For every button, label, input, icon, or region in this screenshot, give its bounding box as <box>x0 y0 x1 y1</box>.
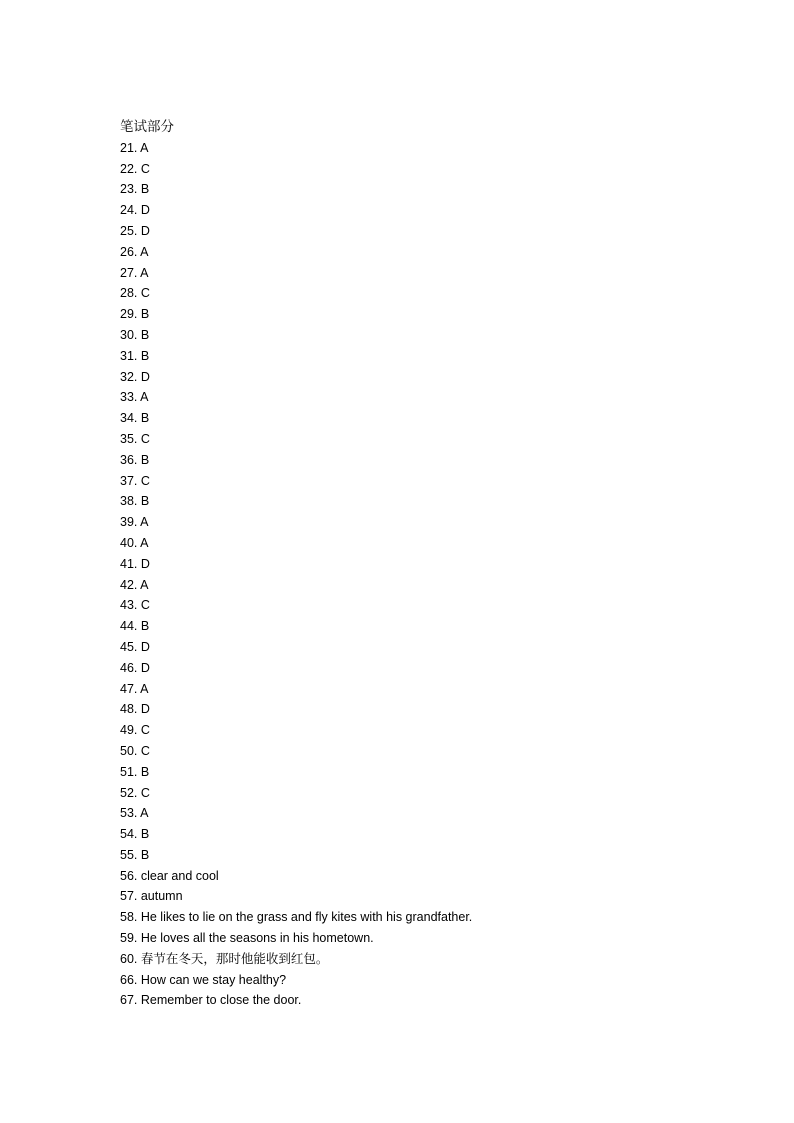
answer-item: 42. A <box>120 577 149 592</box>
answer-item: 24. D <box>120 203 150 218</box>
answer-item: 49. C <box>120 723 150 738</box>
answer-item: 32. D <box>120 369 150 384</box>
answer-list <box>120 138 472 1011</box>
answer-item: 27. A <box>120 265 149 280</box>
answer-item: 34. B <box>120 411 150 426</box>
answer-item: 47. A <box>120 681 149 696</box>
answer-item: 22. C <box>120 161 150 176</box>
answer-item: 35. C <box>120 431 150 446</box>
answer-item: 23. B <box>120 182 150 197</box>
answer-item: 57. autumn <box>120 889 183 904</box>
answer-item: 60. 春节在冬天，那时他能收到红包。 <box>120 951 329 966</box>
answer-item: 41. D <box>120 556 150 571</box>
answer-item: 31. B <box>120 348 150 363</box>
answer-item: 59. He loves all the seasons in his hometown. <box>120 931 374 946</box>
answer-item: 45. D <box>120 639 150 654</box>
answer-item: 30. B <box>120 327 150 342</box>
answer-item: 48. D <box>120 702 150 717</box>
answer-item: 58. He likes to lie on the grass and fly kites with his grandfather. <box>120 910 473 925</box>
answer-item: 43. C <box>120 598 150 613</box>
section-title: 笔试部分 <box>120 119 174 134</box>
answer-item: 37. C <box>120 473 150 488</box>
answer-item: 29. B <box>120 307 150 322</box>
answer-item: 21. A <box>120 140 149 155</box>
answer-item: 40. A <box>120 535 149 550</box>
answer-item: 51. B <box>120 764 150 779</box>
answer-item: 53. A <box>120 806 149 821</box>
answer-item: 33. A <box>120 390 149 405</box>
answer-item: 39. A <box>120 515 149 530</box>
answer-item: 50. C <box>120 743 150 758</box>
answer-item: 38. B <box>120 494 150 509</box>
answer-item: 66. How can we stay healthy? <box>120 972 287 987</box>
answer-item: 25. D <box>120 223 150 238</box>
answer-item: 54. B <box>120 827 150 842</box>
answer-key <box>120 117 472 1011</box>
answer-item: 56. clear and cool <box>120 868 219 883</box>
answer-item: 26. A <box>120 244 149 259</box>
answer-item: 28. C <box>120 286 150 301</box>
answer-item: 67. Remember to close the door. <box>120 993 302 1008</box>
answer-item: 55. B <box>120 847 150 862</box>
answer-item: 46. D <box>120 660 150 675</box>
answer-item: 52. C <box>120 785 150 800</box>
answer-item: 36. B <box>120 452 150 467</box>
answer-item: 44. B <box>120 619 150 634</box>
